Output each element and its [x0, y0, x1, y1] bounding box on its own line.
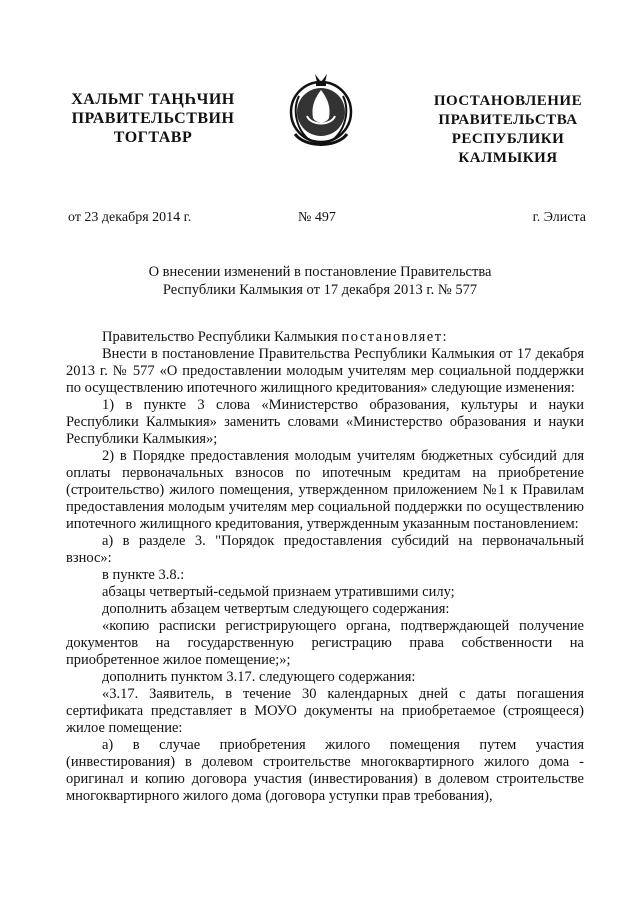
header-left-line: ПРАВИТЕЛЬСТВИН [71, 110, 235, 127]
header-right-line: ПОСТАНОВЛЕНИЕ [433, 93, 583, 109]
header-russian-title [408, 92, 608, 168]
body-paragraph: дополнить абзацем четвертым следующего содержания: [102, 601, 450, 617]
body-paragraph: «3.17. Заявитель, в течение 30 календарных дней с даты погашения сертификата представляет в МОУО документы на приобретаемое (строящееся) жилое помещение: [66, 686, 584, 736]
header-right-line: ПРАВИТЕЛЬСТВА [438, 112, 578, 128]
body-paragraph: 2) в Порядке предоставления молодым учителям бюджетных субсидий для оплаты первоначальных взносов по ипотечным кредитам на приобретение (строительство) жилого помещения, утвержденном приложением №1 к Правилам предоставления молодым учителям мер социальной поддержки по осуществлению ипотечного жилищного кредитования, утвержденным указанным постановлением: [66, 448, 584, 532]
header-right-line: РЕСПУБЛИКИ КАЛМЫКИЯ [451, 131, 565, 166]
body-paragraph: Внести в постановление Правительства Республики Калмыкия от 17 декабря 2013 г. № 577 «О предоставлении молодым учителям мер социальной поддержки по осуществлению ипотечного жилищного кредитования» следующие изменения: [66, 346, 584, 396]
document-city: г. Элиста [532, 210, 586, 225]
lead-action: постановляет: [341, 329, 449, 345]
document-number: № 497 [298, 210, 336, 225]
body-paragraph: дополнить пунктом 3.17. следующего содержания: [102, 669, 416, 685]
document-date: от 23 декабря 2014 г. [68, 210, 192, 225]
title-line: О внесении изменений в постановление Правительства [148, 264, 492, 280]
header-left-line: ХАЛЬМГ ТАҢҺЧИН [71, 91, 235, 108]
lead-text: Правительство Республики Калмыкия [102, 329, 338, 345]
body-paragraph: абзацы четвертый-седьмой признаем утратившими силу; [102, 584, 455, 600]
lead-paragraph [66, 329, 584, 346]
header-left-line: ТОГТАВР [113, 129, 193, 146]
title-line: Республики Калмыкия от 17 декабря 2013 г. № 577 [162, 282, 478, 298]
header-kalmyk-title [58, 90, 248, 147]
coat-of-arms-icon [285, 68, 357, 154]
body-paragraph: «копию расписки регистрирующего органа, подтверждающей получение документов на государственную регистрацию права собственности на приобретенное жилое помещение;»; [66, 618, 584, 668]
body-paragraph: в пункте 3.8.: [102, 567, 185, 583]
document-body [66, 329, 584, 805]
body-paragraph: а) в случае приобретения жилого помещения путем участия (инвестирования) в долевом строительстве многоквартирного жилого дома - оригинал и копию договора участия (инвестирования) в долевом строительстве многоквартирного жилого дома (договора уступки прав требования), [66, 737, 584, 804]
document-title [100, 263, 540, 299]
body-paragraph: а) в разделе 3. "Порядок предоставления субсидий на первоначальный взнос»: [66, 533, 584, 566]
body-paragraph: 1) в пункте 3 слова «Министерство образования, культуры и науки Республики Калмыкия» заменить словами «Министерство образования и науки Республики Калмыкия»; [66, 397, 584, 447]
